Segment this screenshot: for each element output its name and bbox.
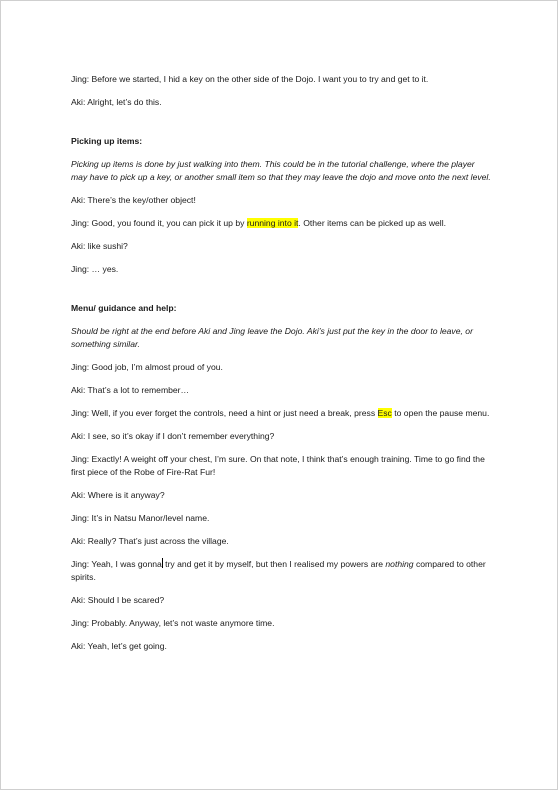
text-run: compared to other spirits. bbox=[71, 559, 486, 582]
dialogue-line: Aki: Where is it anyway? bbox=[71, 490, 165, 500]
dialogue-line: Jing: Good job, I’m almost proud of you. bbox=[71, 362, 223, 372]
dialogue-line bbox=[71, 217, 491, 230]
section-heading: Picking up items: bbox=[71, 136, 143, 146]
dialogue-line: Aki: Alright, let’s do this. bbox=[71, 97, 162, 107]
text-run: Jing: Well, if you ever forget the controls, need a hint or just need a break, press bbox=[71, 408, 378, 418]
dialogue-line: Jing: Before we started, I hid a key on the other side of the Dojo. I want you to try and get to it. bbox=[71, 74, 429, 84]
dialogue-line: Aki: Should I be scared? bbox=[71, 595, 165, 605]
dialogue-line: Aki: Yeah, let’s get going. bbox=[71, 641, 167, 651]
text-run: to open the pause menu. bbox=[391, 408, 490, 418]
text-run: try and get it by myself, but then I realised my powers are bbox=[162, 559, 386, 569]
section-note: Picking up items is done by just walking into them. This could be in the tutorial challenge, where the player may have to pick up a key, or another small item so that they may leave the dojo and move onto the next level. bbox=[71, 159, 491, 182]
text-run: . Other items can be picked up as well. bbox=[298, 218, 447, 228]
highlighted-text: Esc bbox=[377, 408, 392, 418]
dialogue-line: Jing: It’s in Natsu Manor/level name. bbox=[71, 513, 210, 523]
dialogue-line: Aki: There’s the key/other object! bbox=[71, 195, 196, 205]
dialogue-line: Aki: That’s a lot to remember… bbox=[71, 385, 190, 395]
emphasized-text: nothing bbox=[385, 559, 414, 569]
dialogue-line bbox=[71, 558, 491, 584]
text-run: Jing: Good, you found it, you can pick it up by bbox=[71, 218, 247, 228]
highlighted-text: running into it bbox=[246, 218, 299, 228]
section-heading: Menu/ guidance and help: bbox=[71, 303, 177, 313]
dialogue-line: Aki: I see, so it’s okay if I don’t remember everything? bbox=[71, 431, 275, 441]
dialogue-line: Jing: … yes. bbox=[71, 264, 119, 274]
document-body[interactable] bbox=[71, 73, 491, 663]
dialogue-line: Jing: Exactly! A weight off your chest, I’m sure. On that note, I think that’s enough training. Time to go find the first piece of the Robe of Fire-Rat Fur! bbox=[71, 454, 485, 477]
dialogue-line: Jing: Probably. Anyway, let’s not waste anymore time. bbox=[71, 618, 275, 628]
text-run: Jing: Yeah, I was gonna bbox=[71, 559, 162, 569]
dialogue-line: Aki: like sushi? bbox=[71, 241, 128, 251]
dialogue-line bbox=[71, 407, 491, 420]
section-note: Should be right at the end before Aki and Jing leave the Dojo. Aki’s just put the key in the door to leave, or something similar. bbox=[71, 326, 473, 349]
dialogue-line: Aki: Really? That’s just across the village. bbox=[71, 536, 229, 546]
